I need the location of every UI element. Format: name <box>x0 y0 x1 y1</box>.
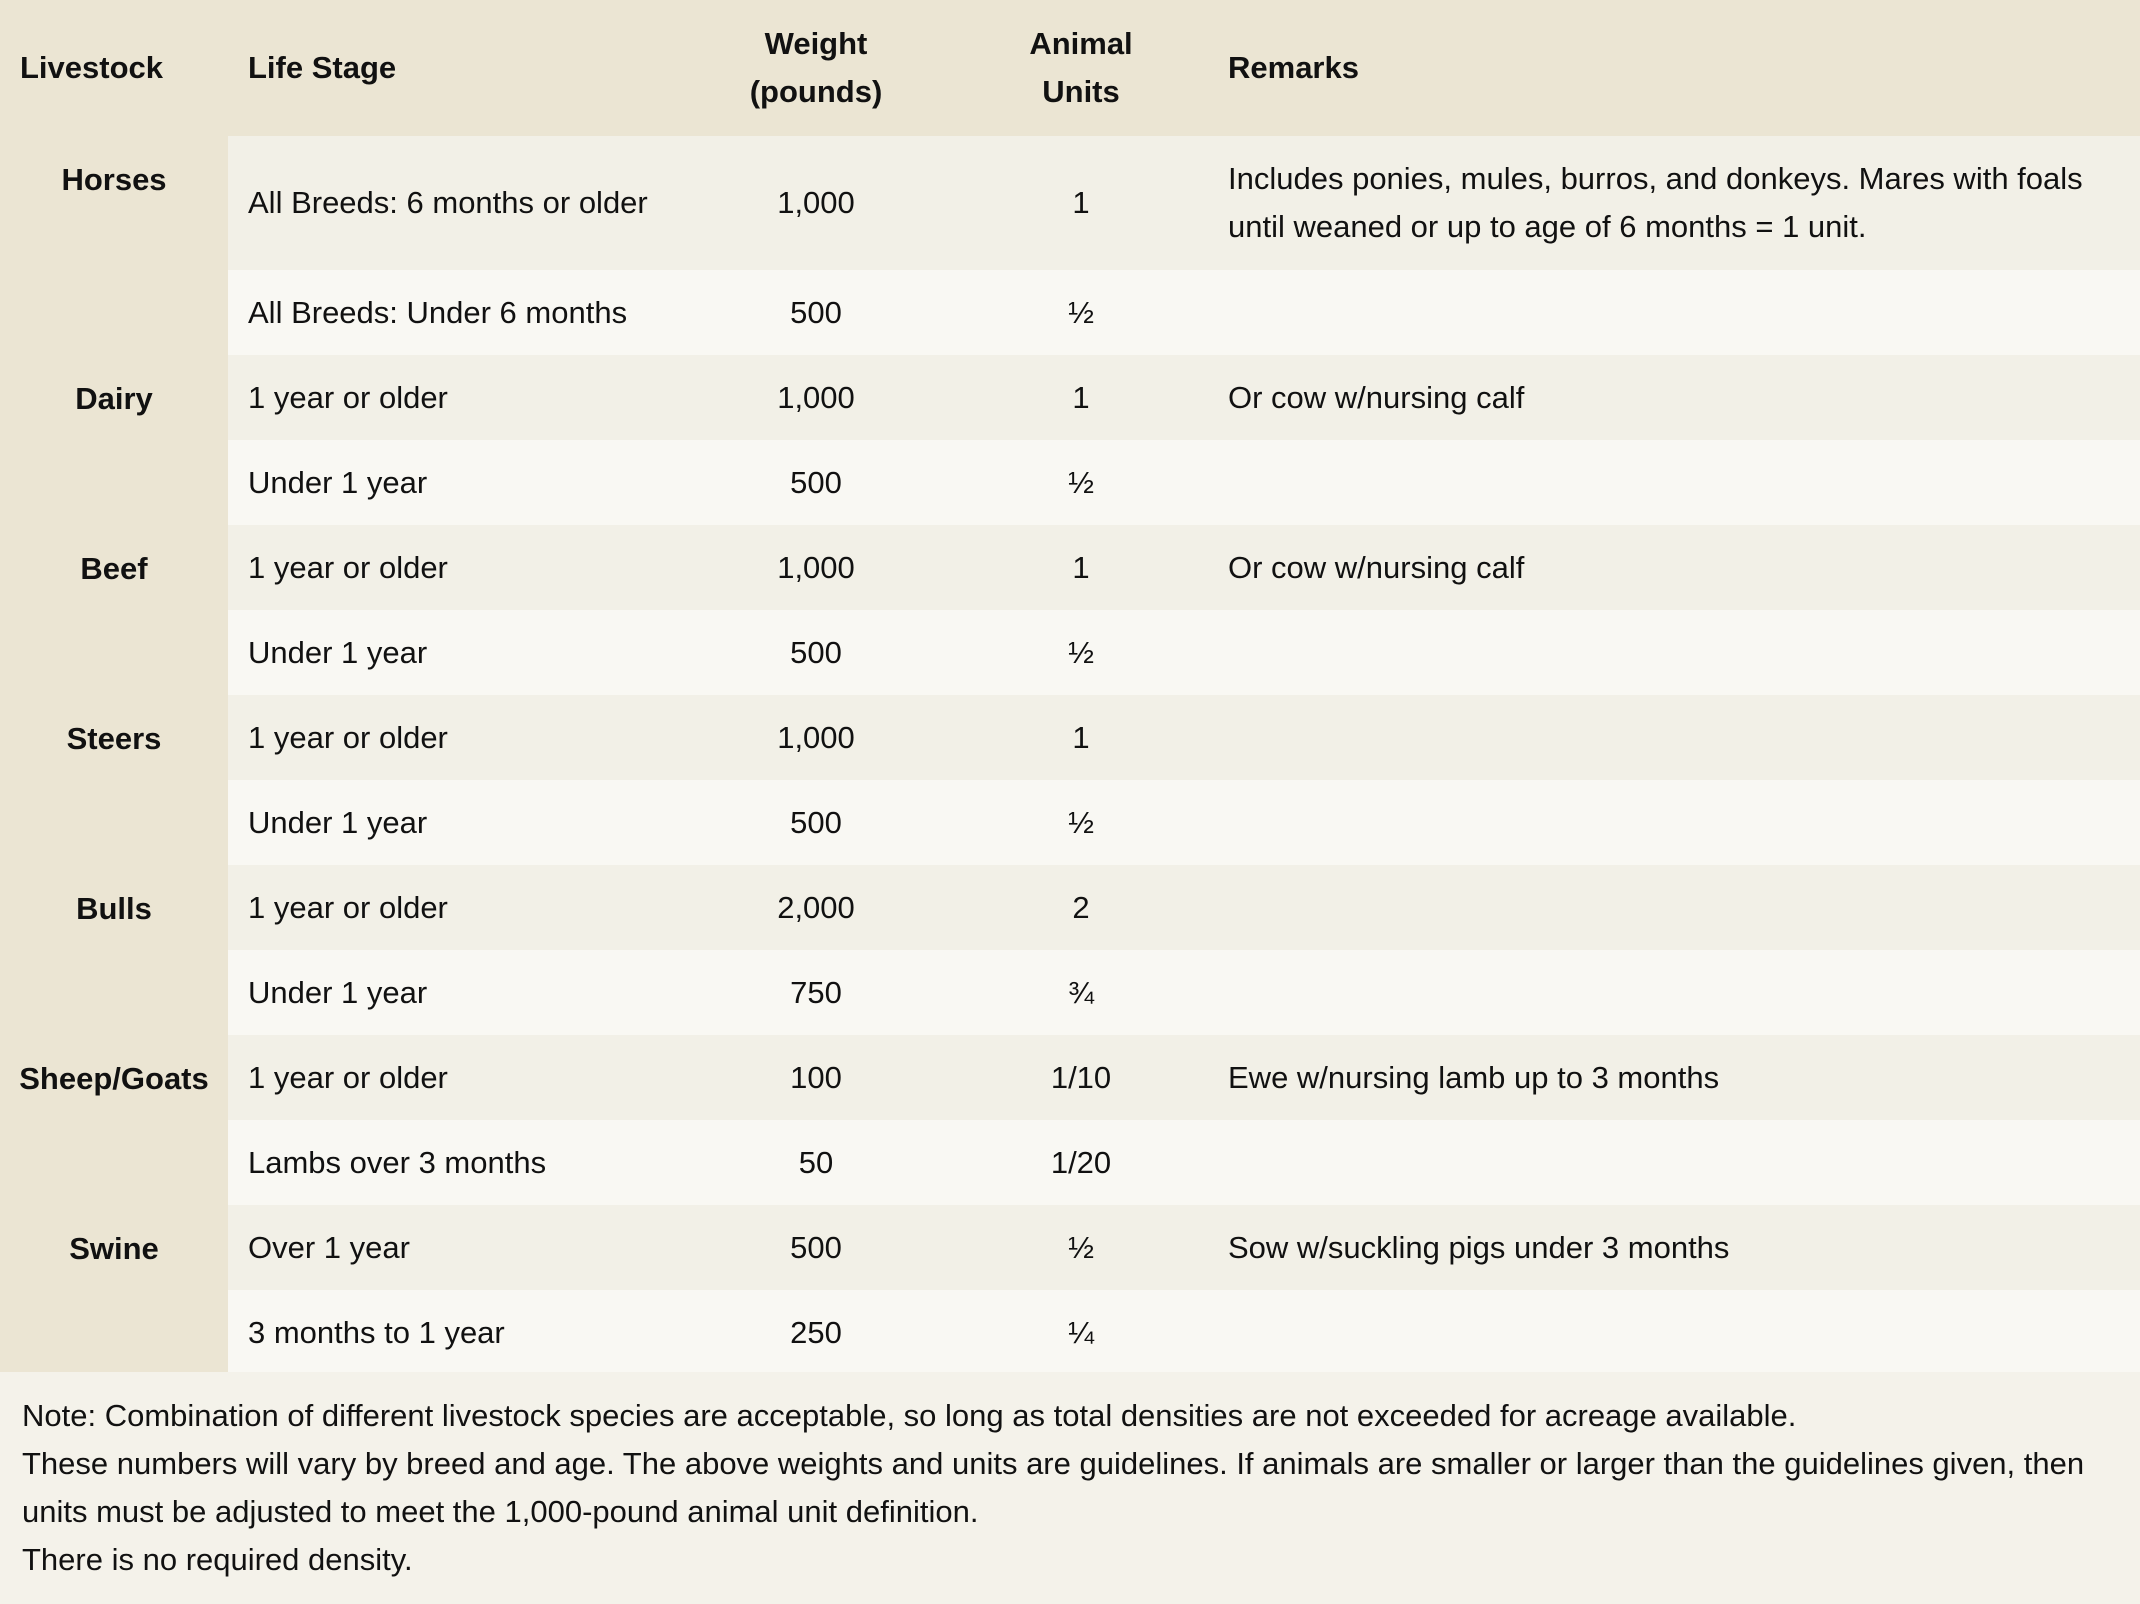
remarks-cell <box>1208 695 2140 780</box>
header-animal-units <box>954 0 1208 136</box>
table-row <box>0 950 2140 1035</box>
animal-units-cell: 1/10 <box>954 1035 1208 1120</box>
remarks-cell <box>1208 1120 2140 1205</box>
note-line: Note: Combination of different livestock species are acceptable, so long as total densities are not exceeded for acreage available. <box>22 1398 1797 1433</box>
weight-cell: 1,000 <box>678 355 954 440</box>
table-row <box>0 1290 2140 1375</box>
remarks-cell <box>1208 610 2140 695</box>
livestock-cell: Horses <box>0 136 228 355</box>
remarks-cell <box>1208 440 2140 525</box>
table-row <box>0 865 2140 950</box>
table-row <box>0 780 2140 865</box>
life-stage-cell: All Breeds: 6 months or older <box>228 136 678 270</box>
table-row <box>0 695 2140 780</box>
weight-cell: 500 <box>678 270 954 355</box>
remarks-cell <box>1208 950 2140 1035</box>
remarks-cell <box>1208 780 2140 865</box>
table-row <box>0 270 2140 355</box>
livestock-cell: Beef <box>0 525 228 695</box>
table-header <box>0 0 2140 136</box>
livestock-cell: Sheep/Goats <box>0 1035 228 1205</box>
remarks-cell: Ewe w/nursing lamb up to 3 months <box>1208 1035 2140 1120</box>
table-row <box>0 1120 2140 1205</box>
livestock-cell: Steers <box>0 695 228 865</box>
life-stage-cell: Under 1 year <box>228 950 678 1035</box>
remarks-cell: Includes ponies, mules, burros, and donkeys. Mares with foals until weaned or up to age of 6 months = 1 unit. <box>1208 136 2140 270</box>
header-livestock: Livestock <box>0 0 228 136</box>
remarks-cell: Or cow w/nursing calf <box>1208 355 2140 440</box>
animal-units-cell: ¼ <box>954 1290 1208 1375</box>
remarks-cell: Sow w/suckling pigs under 3 months <box>1208 1205 2140 1290</box>
livestock-cell: Bulls <box>0 865 228 1035</box>
notes-section <box>0 1372 2140 1604</box>
life-stage-cell: Over 1 year <box>228 1205 678 1290</box>
weight-cell: 250 <box>678 1290 954 1375</box>
weight-cell: 500 <box>678 780 954 865</box>
animal-units-cell: 1 <box>954 355 1208 440</box>
table-row <box>0 355 2140 440</box>
animal-units-cell: ½ <box>954 440 1208 525</box>
weight-cell: 2,000 <box>678 865 954 950</box>
table-body <box>0 136 2140 1375</box>
table-row <box>0 440 2140 525</box>
animal-units-cell: ½ <box>954 270 1208 355</box>
life-stage-cell: 1 year or older <box>228 1035 678 1120</box>
note-line: There is no required density. <box>22 1542 413 1577</box>
weight-cell: 500 <box>678 1205 954 1290</box>
weight-cell: 50 <box>678 1120 954 1205</box>
life-stage-cell: 1 year or older <box>228 695 678 780</box>
remarks-cell <box>1208 865 2140 950</box>
header-animal-units-line1: Animal <box>1029 26 1133 61</box>
table-row <box>0 525 2140 610</box>
header-life-stage: Life Stage <box>228 0 678 136</box>
life-stage-cell: 1 year or older <box>228 525 678 610</box>
table-row <box>0 1035 2140 1120</box>
header-weight: Weight (pounds) <box>678 0 954 136</box>
animal-units-cell: 1 <box>954 136 1208 270</box>
remarks-cell <box>1208 1290 2140 1375</box>
animal-units-cell: 1/20 <box>954 1120 1208 1205</box>
life-stage-cell: 1 year or older <box>228 355 678 440</box>
weight-cell: 1,000 <box>678 136 954 270</box>
weight-cell: 1,000 <box>678 695 954 780</box>
weight-cell: 750 <box>678 950 954 1035</box>
animal-units-cell: ½ <box>954 1205 1208 1290</box>
animal-units-cell: ¾ <box>954 950 1208 1035</box>
remarks-cell: Or cow w/nursing calf <box>1208 525 2140 610</box>
animal-units-cell: 2 <box>954 865 1208 950</box>
header-row <box>0 0 2140 136</box>
life-stage-cell: All Breeds: Under 6 months <box>228 270 678 355</box>
livestock-cell: Swine <box>0 1205 228 1375</box>
life-stage-cell: Lambs over 3 months <box>228 1120 678 1205</box>
life-stage-cell: 3 months to 1 year <box>228 1290 678 1375</box>
animal-units-cell: ½ <box>954 780 1208 865</box>
weight-cell: 500 <box>678 440 954 525</box>
remarks-cell <box>1208 270 2140 355</box>
weight-cell: 500 <box>678 610 954 695</box>
livestock-cell: Dairy <box>0 355 228 525</box>
animal-units-cell: 1 <box>954 525 1208 610</box>
life-stage-cell: Under 1 year <box>228 440 678 525</box>
table-row <box>0 610 2140 695</box>
header-remarks: Remarks <box>1208 0 2140 136</box>
animal-units-cell: 1 <box>954 695 1208 780</box>
note-line: These numbers will vary by breed and age. The above weights and units are guidelines. If animals are smaller or larger than the guidelines given, then units must be adjusted to meet the 1,000-pound animal unit definition. <box>22 1446 2085 1529</box>
table-row <box>0 1205 2140 1290</box>
animal-units-cell: ½ <box>954 610 1208 695</box>
life-stage-cell: Under 1 year <box>228 780 678 865</box>
life-stage-cell: Under 1 year <box>228 610 678 695</box>
header-animal-units-line2: Units <box>1042 74 1120 109</box>
weight-cell: 100 <box>678 1035 954 1120</box>
table-row <box>0 136 2140 270</box>
weight-cell: 1,000 <box>678 525 954 610</box>
life-stage-cell: 1 year or older <box>228 865 678 950</box>
